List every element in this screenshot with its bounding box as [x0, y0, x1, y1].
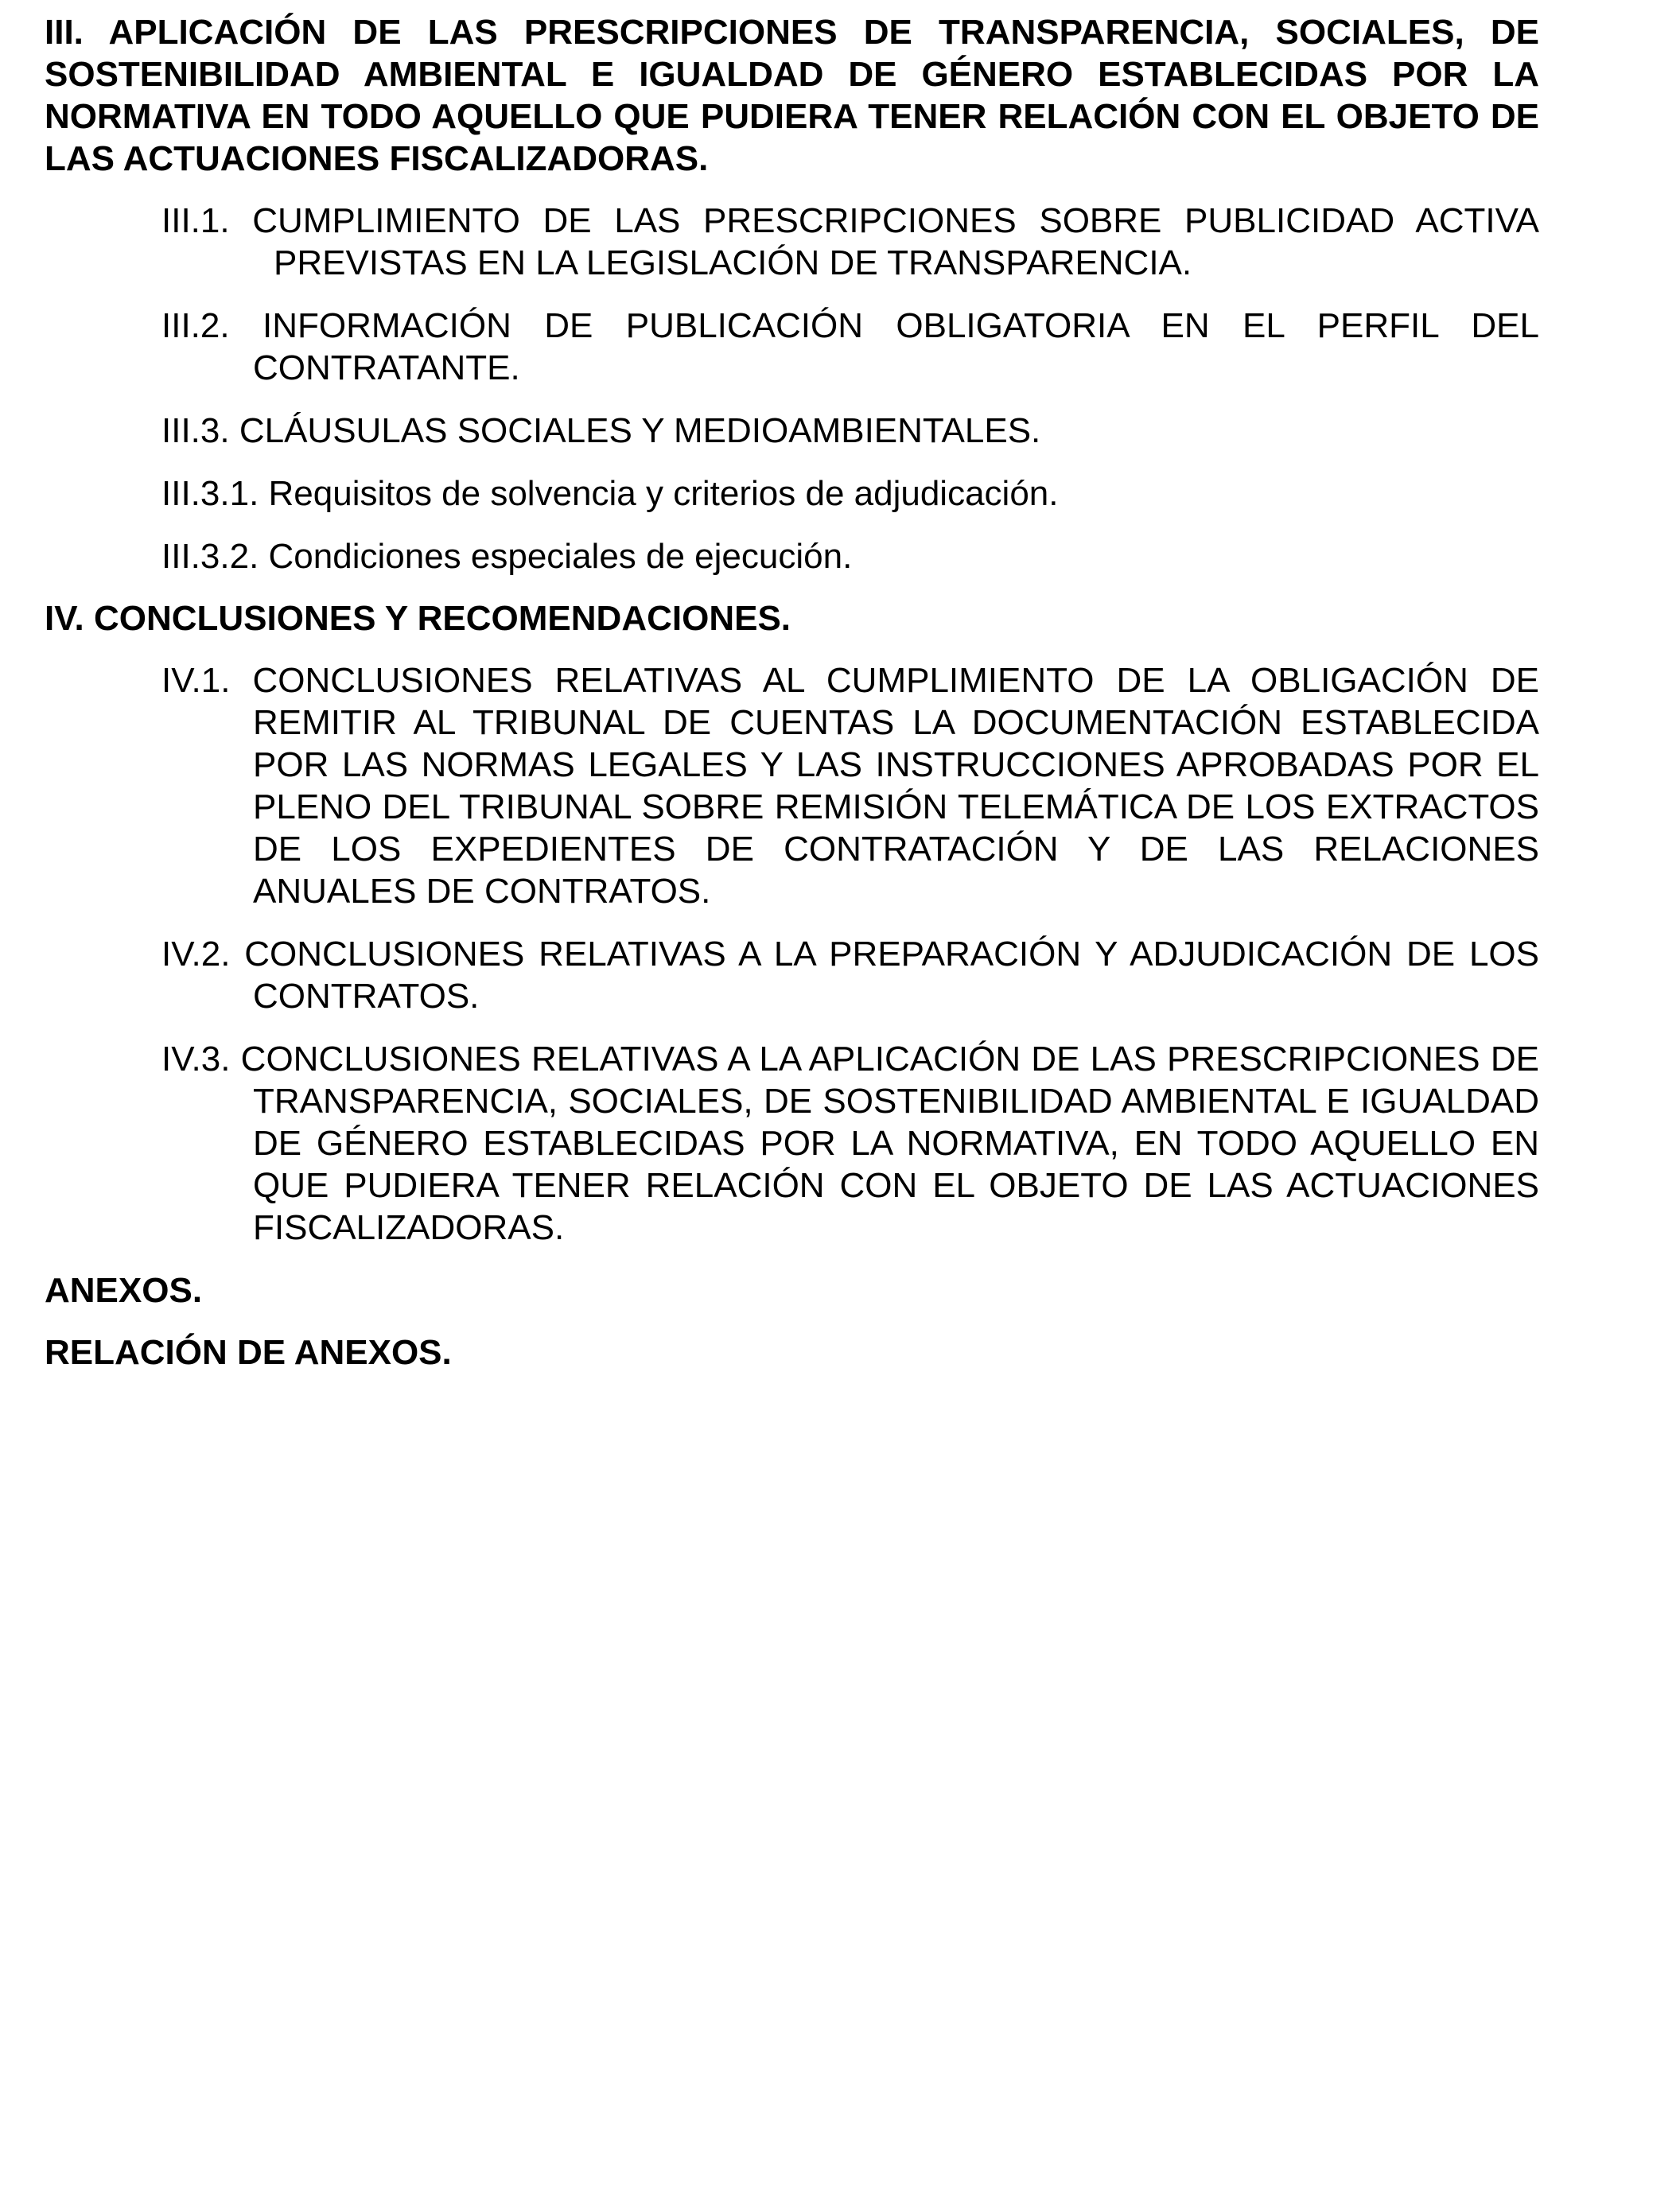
toc-item-iii-3-1: III.3.1. Requisitos de solvencia y criterios de adjudicación. — [161, 474, 1059, 513]
toc-item-iii-1: III.1. CUMPLIMIENTO DE LAS PRESCRIPCIONES SOBRE PUBLICIDAD ACTIVA PREVISTAS EN LA LEGISLACIÓN DE TRANSPARENCIA. — [161, 201, 1539, 282]
toc-item-iii-2: III.2. INFORMACIÓN DE PUBLICACIÓN OBLIGATORIA EN EL PERFIL DEL CONTRATANTE. — [161, 306, 1539, 387]
toc-anexos: ANEXOS. — [45, 1271, 203, 1310]
table-of-contents — [45, 11, 1539, 1374]
toc-section-iv: IV. CONCLUSIONES Y RECOMENDACIONES. — [45, 599, 791, 638]
toc-item-iv-1: IV.1. CONCLUSIONES RELATIVAS AL CUMPLIMIENTO DE LA OBLIGACIÓN DE REMITIR AL TRIBUNAL DE CUENTAS LA DOCUMENTACIÓN ESTABLECIDA POR LAS NORMAS LEGALES Y LAS INSTRUCCIONES APROBADAS POR EL PLENO DEL TRIBUNAL SOBRE REMISIÓN TELEMÁTICA DE LOS EXTRACTOS DE LOS EXPEDIENTES DE CONTRATACIÓN Y DE LAS RELACIONES ANUALES DE CONTRATOS. — [161, 661, 1539, 911]
toc-item-iv-2: IV.2. CONCLUSIONES RELATIVAS A LA PREPARACIÓN Y ADJUDICACIÓN DE LOS CONTRATOS. — [161, 935, 1539, 1016]
toc-item-iii-3: III.3. CLÁUSULAS SOCIALES Y MEDIOAMBIENTALES. — [161, 411, 1041, 450]
toc-item-iii-3-2: III.3.2. Condiciones especiales de ejecución. — [161, 537, 853, 576]
toc-item-iv-3: IV.3. CONCLUSIONES RELATIVAS A LA APLICACIÓN DE LAS PRESCRIPCIONES DE TRANSPARENCIA, SOCIALES, DE SOSTENIBILIDAD AMBIENTAL E IGUALDAD DE GÉNERO ESTABLECIDAS POR LA NORMATIVA, EN TODO AQUELLO EN QUE PUDIERA TENER RELACIÓN CON EL OBJETO DE LAS ACTUACIONES FISCALIZADORAS. — [161, 1040, 1539, 1247]
toc-relacion-anexos: RELACIÓN DE ANEXOS. — [45, 1333, 452, 1372]
toc-section-iii: III. APLICACIÓN DE LAS PRESCRIPCIONES DE TRANSPARENCIA, SOCIALES, DE SOSTENIBILIDAD AMBIENTAL E IGUALDAD DE GÉNERO ESTABLECIDAS POR LA NORMATIVA EN TODO AQUELLO QUE PUDIERA TENER RELACIÓN CON EL OBJETO DE LAS ACTUACIONES FISCALIZADORAS. — [45, 13, 1539, 178]
